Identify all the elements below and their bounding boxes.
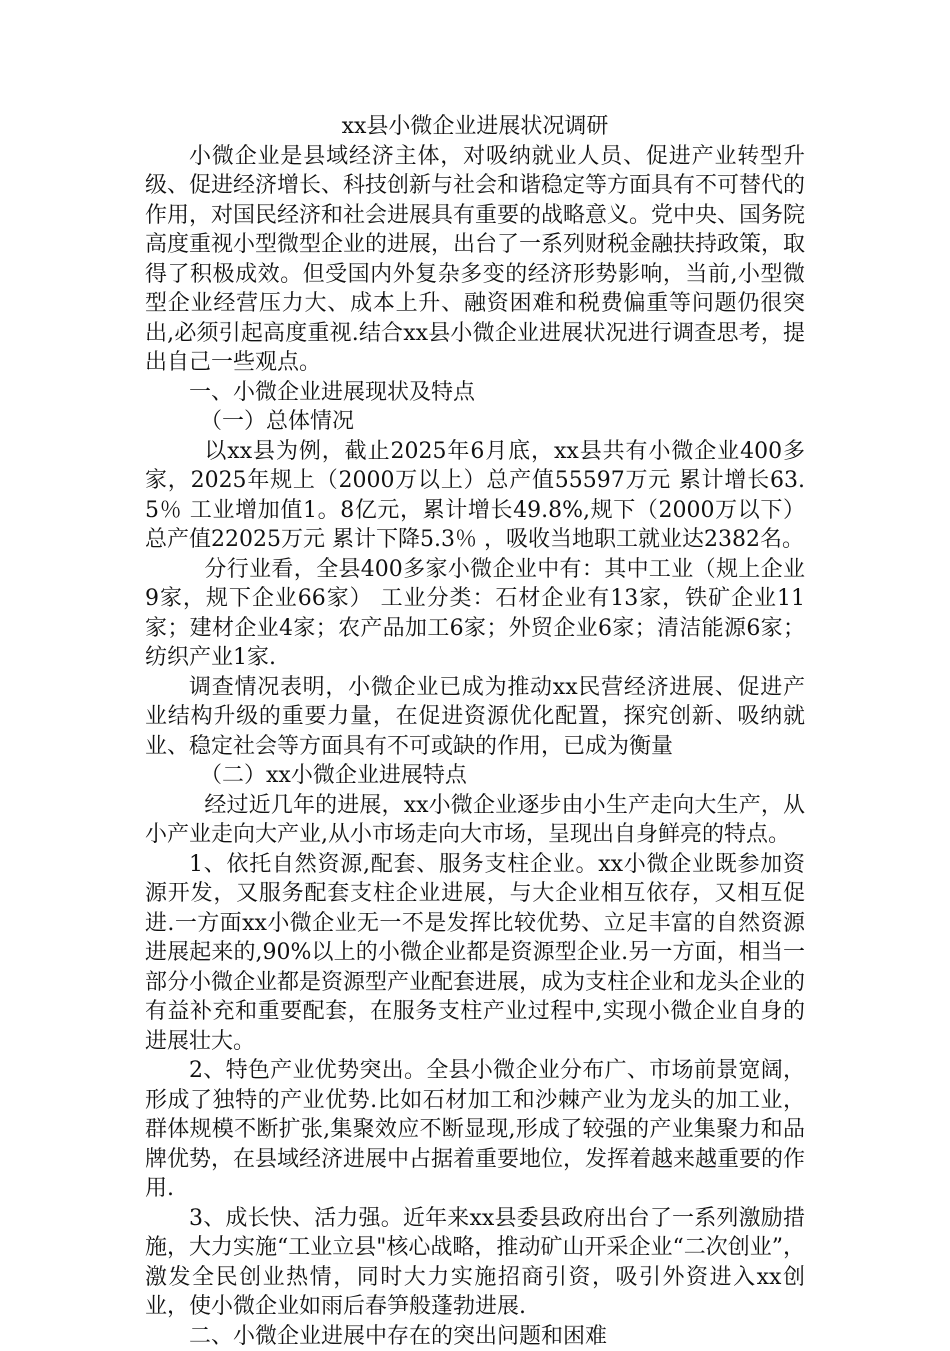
intro-paragraph: 小微企业是县域经济主体，对吸纳就业人员、促进产业转型升级、促进经济增长、科技创新与社会和谐稳定等方面具有不可替代的作用，对国民经济和社会进展具有重要的战略意义。党中央、国务院高度重视小型微型企业的进展，出台了一系列财税金融扶持政策，取得了积极成效。但受国内外复杂多变的经济形势影响，当前,小型微型企业经营压力大、成本上升、融资困难和税费偏重等问题仍很突出,必须引起高度重视.结合xx县小微企业进展状况进行调查思考，提出自己一些观点。: [145, 142, 805, 378]
features-intro-paragraph: 经过近几年的进展，xx小微企业逐步由小生产走向大生产，从小产业走向大产业,从小市场走向大市场，呈现出自身鲜亮的特点。: [145, 791, 805, 850]
feature-3-paragraph: 3、成长快、活力强。近年来xx县委县政府出台了一系列激励措施，大力实施“工业立县"核心战略，推动矿山开采企业“二次创业”，激发全民创业热情，同时大力实施招商引资，吸引外资进入xx创业，使小微企业如雨后春笋般蓬勃进展.: [145, 1204, 805, 1322]
section-heading-1: 一、小微企业进展现状及特点: [145, 378, 805, 408]
subsection-heading-features: （二）xx小微企业进展特点: [145, 761, 805, 791]
document-page: [145, 112, 805, 1351]
subsection-heading-overall: （一）总体情况: [145, 407, 805, 437]
statistics-paragraph: 以xx县为例，截止2025年6月底，xx县共有小微企业400多家，2025年规上（2000万以上）总产值55597万元 累计增长63.5％ 工业增加值1。8亿元，累计增长49.8%,规下（2000万以下）总产值22025万元 累计下降5.3％ ，吸收当地职工就业达2382名。: [145, 437, 805, 555]
survey-findings-paragraph: 调查情况表明，小微企业已成为推动xx民营经济进展、促进产业结构升级的重要力量，在促进资源优化配置，探究创新、吸纳就业、稳定社会等方面具有不可或缺的作用，已成为衡量: [145, 673, 805, 762]
section-heading-2: 二、小微企业进展中存在的突出问题和困难: [145, 1322, 805, 1351]
industry-breakdown-paragraph: 分行业看，全县400多家小微企业中有：其中工业（规上企业9家，规下企业66家） 工业分类：石材企业有13家，铁矿企业11家；建材企业4家；农产品加工6家；外贸企业6家；清洁能源6家；纺织产业1家.: [145, 555, 805, 673]
feature-1-paragraph: 1、依托自然资源,配套、服务支柱企业。xx小微企业既参加资源开发，又服务配套支柱企业进展，与大企业相互依存，又相互促进.一方面xx小微企业无一不是发挥比较优势、立足丰富的自然资源进展起来的,90%以上的小微企业都是资源型企业.另一方面，相当一部分小微企业都是资源型产业配套进展，成为支柱企业和龙头企业的有益补充和重要配套，在服务支柱产业过程中,实现小微企业自身的进展壮大。: [145, 850, 805, 1057]
feature-2-paragraph: 2、特色产业优势突出。全县小微企业分布广、市场前景宽阔，形成了独特的产业优势.比如石材加工和沙棘产业为龙头的加工业，群体规模不断扩张,集聚效应不断显现,形成了较强的产业集聚力和品牌优势，在县域经济进展中占据着重要地位，发挥着越来越重要的作用.: [145, 1056, 805, 1204]
document-title: xx县小微企业进展状况调研: [145, 112, 805, 142]
